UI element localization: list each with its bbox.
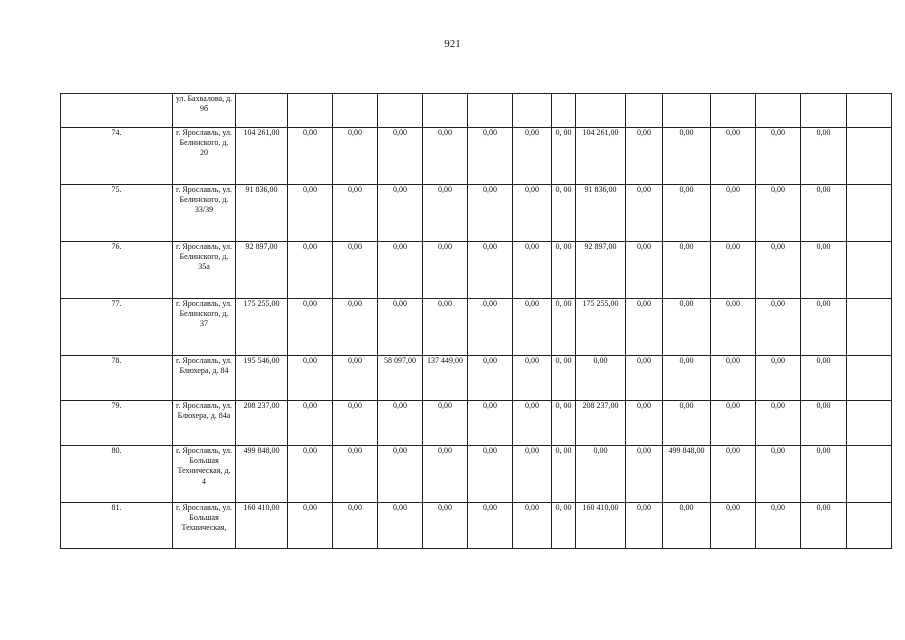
value-cell [513,94,552,128]
value-cell: 0,00 [468,446,513,503]
table-row [61,299,892,356]
value-cell: 0,00 [801,503,847,549]
value-cell: 0,00 [801,299,847,356]
value-cell: 92 897,00 [576,242,626,299]
address-cell: ул. Бахвалова, д. 9б [173,94,236,128]
value-cell: 0,00 [423,446,468,503]
value-cell: 0,00 [801,401,847,446]
value-cell: 0,00 [756,128,801,185]
value-cell: 0,00 [711,446,756,503]
value-cell: 0,00 [513,299,552,356]
value-cell: 0,00 [756,401,801,446]
value-cell: 0,00 [626,185,663,242]
value-cell: 0,00 [663,242,711,299]
table-row [61,401,892,446]
value-cell [378,94,423,128]
value-cell: 0,00 [423,128,468,185]
value-cell [847,299,892,356]
value-cell: 0,00 [513,503,552,549]
value-cell [468,94,513,128]
value-cell: 0,00 [378,185,423,242]
value-cell: 0,00 [333,446,378,503]
value-cell: 0,00 [756,356,801,401]
value-cell [663,94,711,128]
value-cell: 0,00 [288,503,333,549]
value-cell [626,94,663,128]
value-cell: 0,00 [711,299,756,356]
row-number-cell: 78. [61,356,173,401]
value-cell: 208 237,00 [236,401,288,446]
value-cell: 0,00 [468,401,513,446]
value-cell: 0,00 [468,356,513,401]
value-cell: 0, 00 [552,185,576,242]
value-cell: 0,00 [513,242,552,299]
value-cell: 0,00 [626,242,663,299]
row-number-cell: 75. [61,185,173,242]
value-cell: 0,00 [663,356,711,401]
value-cell [847,94,892,128]
value-cell: 0,00 [513,128,552,185]
table-row [61,242,892,299]
value-cell: 0,00 [801,242,847,299]
row-number-cell: 77. [61,299,173,356]
value-cell: 0, 00 [552,128,576,185]
value-cell: 58 097,00 [378,356,423,401]
value-cell: 0,00 [468,185,513,242]
value-cell: 0,00 [626,299,663,356]
value-cell [576,94,626,128]
value-cell: 0,00 [711,503,756,549]
value-cell: 0,00 [378,446,423,503]
value-cell: 0,00 [468,128,513,185]
address-cell: г. Ярославль, ул. Большая Техническая, д. 4 [173,446,236,503]
value-cell: 0,00 [423,299,468,356]
value-cell: 160 410,00 [236,503,288,549]
row-number-cell [61,94,173,128]
value-cell: 91 836,00 [236,185,288,242]
value-cell: 0,00 [756,503,801,549]
value-cell: 195 546,00 [236,356,288,401]
address-cell: г. Ярославль, ул. Белинского, д. 33/39 [173,185,236,242]
value-cell: 0, 00 [552,503,576,549]
value-cell: 0,00 [663,401,711,446]
address-cell: г. Ярославль, ул. Белинского, д. 37 [173,299,236,356]
value-cell: 0,00 [626,503,663,549]
value-cell: 0,00 [468,299,513,356]
value-cell: 0,00 [423,401,468,446]
value-cell [236,94,288,128]
value-cell: 0,00 [423,242,468,299]
value-cell: 0,00 [288,185,333,242]
page-number: 921 [444,38,461,50]
value-cell: 104 261,00 [236,128,288,185]
table-row [61,446,892,503]
value-cell: 0,00 [378,299,423,356]
value-cell [847,356,892,401]
value-cell: 160 410,00 [576,503,626,549]
value-cell [756,94,801,128]
value-cell: 0,00 [576,446,626,503]
value-cell: 0,00 [801,128,847,185]
value-cell: 208 237,00 [576,401,626,446]
value-cell: 0,00 [801,356,847,401]
value-cell: 0,00 [801,185,847,242]
value-cell: 0, 00 [552,299,576,356]
value-cell: 0,00 [513,356,552,401]
value-cell: 499 848,00 [663,446,711,503]
value-cell: 499 848,00 [236,446,288,503]
value-cell: 0,00 [663,185,711,242]
value-cell: 0,00 [711,242,756,299]
value-cell [847,446,892,503]
table-row [61,185,892,242]
value-cell: 0,00 [423,185,468,242]
address-cell: г. Ярославль, ул. Белинского, д. 35а [173,242,236,299]
value-cell: 0,00 [423,503,468,549]
row-number-cell: 76. [61,242,173,299]
value-cell: 0,00 [626,446,663,503]
value-cell: 0, 00 [552,401,576,446]
value-cell: 0,00 [468,503,513,549]
value-cell: 0,00 [333,242,378,299]
row-number-cell: 80. [61,446,173,503]
table-row [61,94,892,128]
value-cell: 0, 00 [552,356,576,401]
value-cell [423,94,468,128]
value-cell: 0,00 [513,401,552,446]
value-cell: 0,00 [288,242,333,299]
value-cell: 0,00 [756,185,801,242]
value-cell: 175 255,00 [236,299,288,356]
data-table [60,93,892,549]
value-cell: 0,00 [663,503,711,549]
value-cell: 0,00 [626,401,663,446]
value-cell: 0,00 [333,401,378,446]
value-cell: 0,00 [756,446,801,503]
value-cell: 0,00 [378,503,423,549]
value-cell: 0,00 [711,128,756,185]
value-cell [552,94,576,128]
value-cell [847,401,892,446]
value-cell [801,94,847,128]
table-row [61,503,892,549]
value-cell: 137 449,00 [423,356,468,401]
value-cell: 0,00 [333,185,378,242]
value-cell: 0,00 [333,356,378,401]
value-cell: 0,00 [626,128,663,185]
address-cell: г. Ярославль, ул. Большая Техническая, [173,503,236,549]
value-cell: 0,00 [333,128,378,185]
value-cell: 0, 00 [552,242,576,299]
table-row [61,356,892,401]
value-cell: 0,00 [378,401,423,446]
value-cell: 0,00 [288,128,333,185]
value-cell: 0, 00 [552,446,576,503]
value-cell: 0,00 [513,446,552,503]
value-cell [288,94,333,128]
table-row [61,128,892,185]
value-cell: 0,00 [378,128,423,185]
value-cell: 0,00 [801,446,847,503]
value-cell: 0,00 [663,128,711,185]
address-cell: г. Ярославль, ул. Блюхера, д. 84 [173,356,236,401]
value-cell: 0,00 [711,401,756,446]
value-cell [847,503,892,549]
value-cell: 0,00 [513,185,552,242]
value-cell: 104 261,00 [576,128,626,185]
value-cell: 0,00 [378,242,423,299]
value-cell: 0,00 [663,299,711,356]
value-cell: 0,00 [288,356,333,401]
value-cell: 0,00 [333,299,378,356]
value-cell [711,94,756,128]
value-cell: 0,00 [711,185,756,242]
value-cell: 91 836,00 [576,185,626,242]
value-cell: 0,00 [711,356,756,401]
value-cell: 0,00 [468,242,513,299]
value-cell: 0,00 [626,356,663,401]
address-cell: г. Ярославль, ул. Блюхера, д. 84а [173,401,236,446]
row-number-cell: 79. [61,401,173,446]
value-cell: 0,00 [288,446,333,503]
value-cell [847,185,892,242]
value-cell [847,128,892,185]
value-cell: 0,00 [333,503,378,549]
value-cell [847,242,892,299]
value-cell: 0,00 [288,401,333,446]
value-cell: 0,00 [756,242,801,299]
value-cell [333,94,378,128]
value-cell: 0,00 [756,299,801,356]
value-cell: 92 897,00 [236,242,288,299]
value-cell: 0,00 [576,356,626,401]
row-number-cell: 74. [61,128,173,185]
value-cell: 175 255,00 [576,299,626,356]
row-number-cell: 81. [61,503,173,549]
value-cell: 0,00 [288,299,333,356]
address-cell: г. Ярославль, ул. Белинского, д. 20 [173,128,236,185]
